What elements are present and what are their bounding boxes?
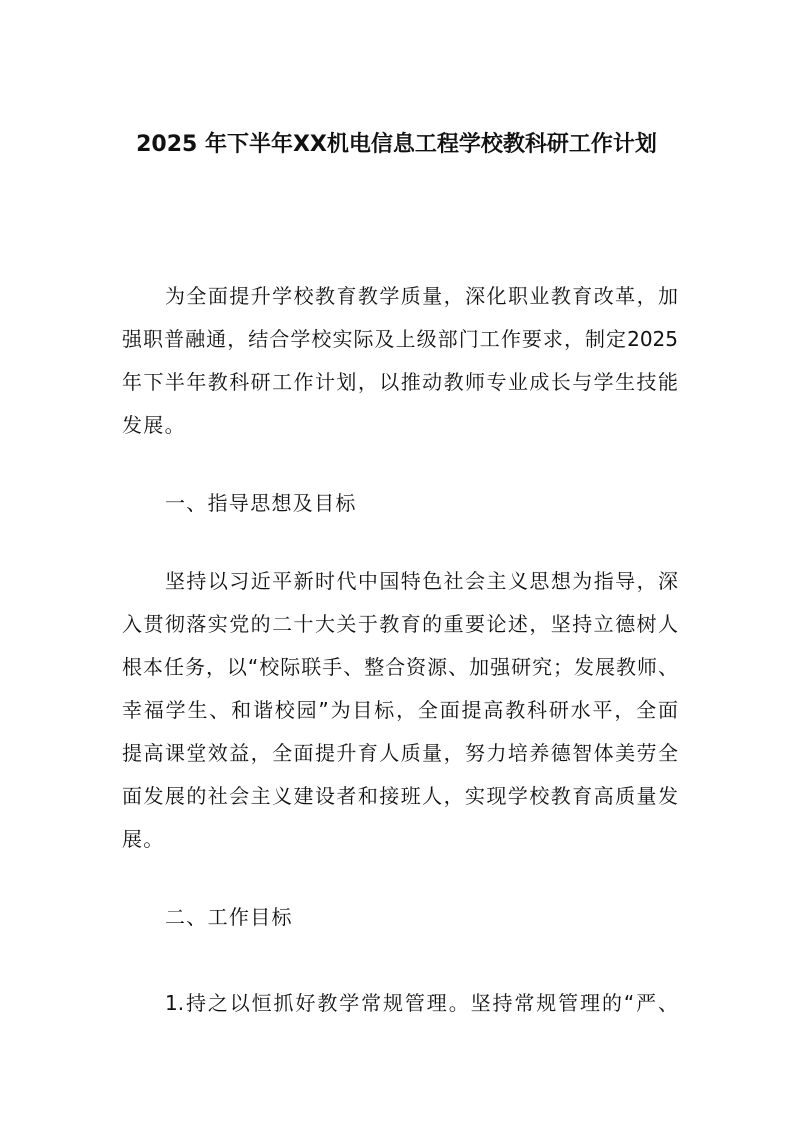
section1-line: 提高课堂效益，全面提升育人质量，努力培养德智体美劳全 bbox=[122, 741, 678, 765]
intro-line: 为全面提升学校教育教学质量，深化职业教育改革，加 bbox=[165, 284, 678, 308]
section-heading-1: 一、指导思想及目标 bbox=[165, 491, 357, 515]
intro-line: 年下半年教科研工作计划，以推动教师专业成长与学生技能 bbox=[122, 370, 678, 394]
section1-line: 展。 bbox=[122, 827, 165, 851]
section1-line: 幸福学生、和谐校园”为目标，全面提高教科研水平，全面 bbox=[122, 698, 678, 722]
section1-line: 坚持以习近平新时代中国特色社会主义思想为指导，深 bbox=[165, 569, 678, 593]
intro-line: 强职普融通，结合学校实际及上级部门工作要求，制定2025 bbox=[122, 327, 678, 351]
section1-line: 入贯彻落实党的二十大关于教育的重要论述，坚持立德树人 bbox=[122, 612, 678, 636]
section1-line: 根本任务，以“校际联手、整合资源、加强研究；发展教师、 bbox=[122, 655, 678, 679]
section1-line: 面发展的社会主义建设者和接班人，实现学校教育高质量发 bbox=[122, 784, 678, 808]
document-title: 2025 年下半年XX机电信息工程学校教科研工作计划 bbox=[136, 132, 657, 157]
intro-line: 发展。 bbox=[122, 413, 186, 437]
section2-item-1: 1.持之以恒抓好教学常规管理。坚持常规管理的“严、 bbox=[165, 991, 678, 1015]
section-heading-2: 二、工作目标 bbox=[165, 905, 293, 929]
